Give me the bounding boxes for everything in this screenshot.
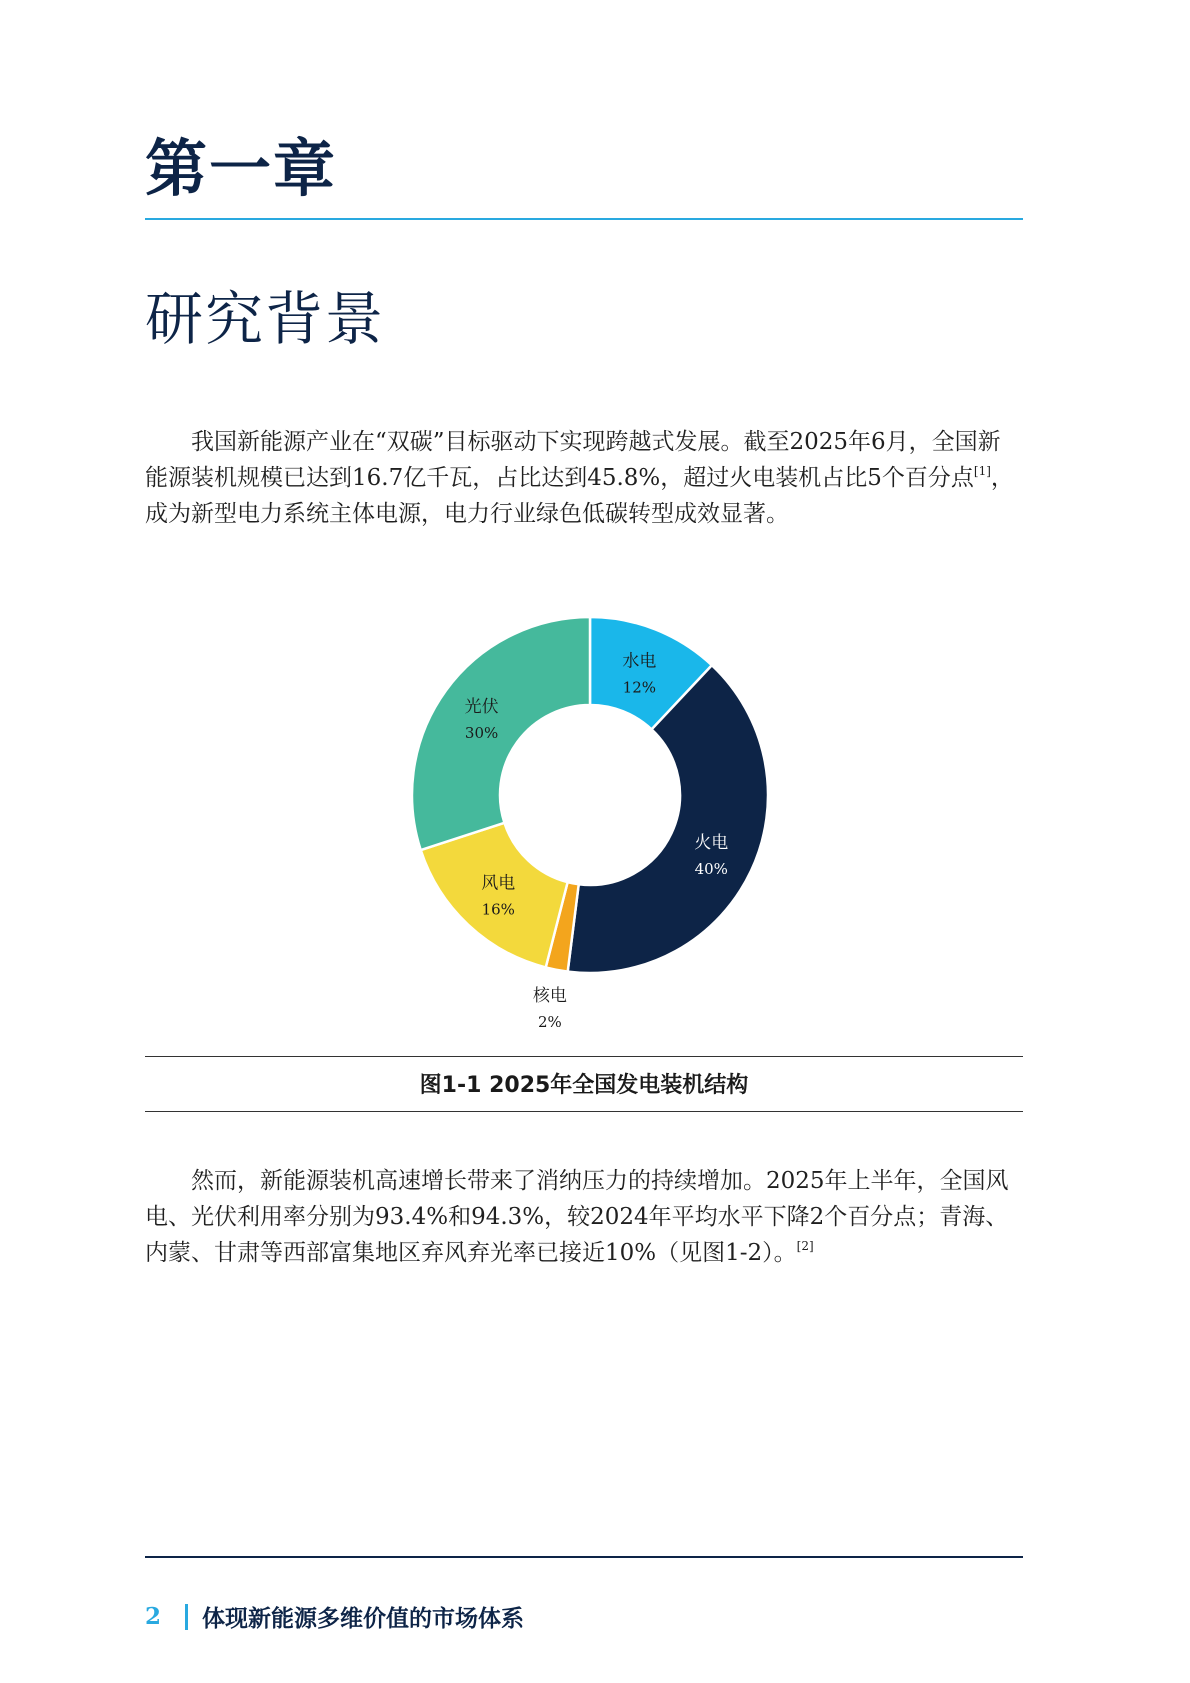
page-footer bbox=[145, 1600, 524, 1633]
slice-value-label: 30% bbox=[464, 724, 499, 743]
citation-ref[interactable]: [1] bbox=[973, 464, 991, 478]
chapter-title: 第一章 bbox=[145, 132, 338, 205]
donut-slice-4 bbox=[412, 617, 590, 850]
paragraph-text: 然而，新能源装机高速增长带来了消纳压力的持续增加。2025年上半年，全国风电、光伏利用率分别为93.4%和94.3%，较2024年平均水平下降2个百分点；青海、内蒙、甘肃等西部富集地区弃风弃光率已接近10%（见图1-2）。 bbox=[145, 1168, 1009, 1266]
citation-ref[interactable]: [2] bbox=[796, 1239, 814, 1253]
slice-name-label: 风电 bbox=[481, 873, 516, 894]
footer-title: 体现新能源多维价值的市场体系 bbox=[202, 1606, 525, 1632]
slice-value-label: 12% bbox=[622, 678, 657, 697]
chapter-divider bbox=[145, 218, 1023, 220]
slice-name-label: 光伏 bbox=[464, 697, 499, 718]
paragraph-text: 我国新能源产业在“双碳”目标驱动下实现跨越式发展。截至2025年6月，全国新能源装机规模已达到16.7亿千瓦，占比达到45.8%，超过火电装机占比5个百分点 bbox=[145, 429, 1001, 491]
slice-value-label: 2% bbox=[538, 1013, 562, 1032]
paragraph-curtailment bbox=[145, 1163, 1023, 1271]
slice-name-label: 核电 bbox=[532, 986, 567, 1007]
donut-chart-svg bbox=[380, 585, 800, 1032]
slice-value-label: 16% bbox=[481, 900, 515, 919]
footer-separator bbox=[185, 1604, 188, 1630]
section-title: 研究背景 bbox=[145, 285, 386, 353]
page-number: 2 bbox=[145, 1603, 162, 1630]
figure-rule-top bbox=[145, 1056, 1023, 1057]
figure-caption: 图1-1 2025年全国发电装机结构 bbox=[419, 1073, 749, 1098]
paragraph-intro bbox=[145, 424, 1023, 532]
figure-rule-bottom bbox=[145, 1111, 1023, 1112]
slice-value-label: 40% bbox=[694, 860, 728, 879]
donut-slice-1 bbox=[568, 665, 768, 973]
donut-slice-3 bbox=[421, 823, 568, 968]
footer-rule bbox=[145, 1556, 1023, 1558]
donut-chart bbox=[380, 585, 800, 1032]
slice-name-label: 火电 bbox=[694, 833, 729, 854]
paragraph-text: ，成为新型电力系统主体电源，电力行业绿色低碳转型成效显著。 bbox=[145, 465, 1014, 527]
slice-name-label: 水电 bbox=[622, 651, 657, 672]
